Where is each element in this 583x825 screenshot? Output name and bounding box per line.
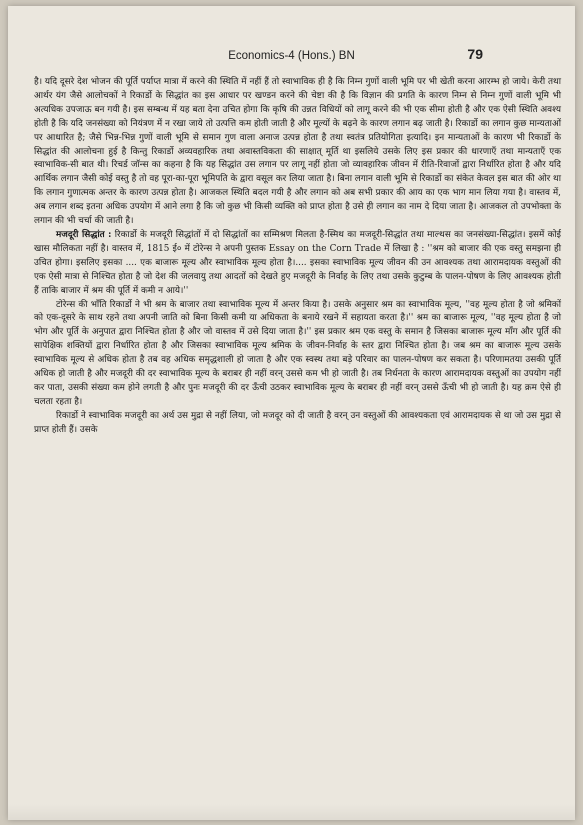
page-shadow [8,804,575,820]
paragraph-natural-wage: रिकार्डो ने स्वाभाविक मजदूरी का अर्थ उस मुद्रा से नहीं लिया, जो मजदूर को दी जाती है वरन् उन वस्तुओं की आवश्यकता एवं आरामदायक से था जो उस मुद्रा से प्राप्त होती हैं। उसके [34,410,561,435]
paragraph-torrens-comparison: टोरेन्स की भाँति रिकार्डो ने भी श्रम के बाजार तथा स्वाभाविक मूल्य में अन्तर किया है। उसके अनुसार श्रम का स्वाभाविक मूल्य, ''वह मूल्य होता है जो श्रमिकों को एक-दूसरे के साथ रहने तथा अपनी जाति को बिना किसी कमी या अधिकता के बनाये रखने में सहायता करता है।'' श्रम का बाजारू मूल्य, ''वह मूल्य होता है जो भोग और पूर्ति के अनुपात द्वारा निश्चित होता है और जो वास्तव में उसे दिया जाता है।'' इस प्रकार श्रम एक वस्तु के समान है जिसका बाजारू मूल्य माँग और पूर्ति की सापेक्षिक शक्तियों द्वारा निर्धारित होता है और जिसका स्वाभाविक मूल्य श्रमिक के जीवन-निर्वाह के स्तर द्वारा निश्चित होता है। जब श्रम का बाजारू मूल्य उसके स्वाभाविक मूल्य से अधिक होता है तब वह अधिक समृद्धशाली हो जाता है और एक स्वस्थ तथा बड़े परिवार का पालन-पोषण कर सकता है। परिणामतया उसकी पूर्ति अधिक हो जाती है और मजदूरी की दर स्वाभाविक मूल्य के बराबर ही नहीं वरन् उससे कम भी हो जाती है। तब निर्धनता के कारण आरामदायक वस्तुओं का उपयोग नहीं कर पाता, उसकी संख्या कम होने लगती है और पुनः मजदूरी की दर ऊँची उठकर स्वाभाविक मूल्य के बराबर ही नहीं वरन् उससे ऊँची भी हो जाती है। यह क्रम ऐसे ही चलता रहता है। [34,299,561,407]
book-page [8,6,575,820]
paragraph-wage-theory [34,229,561,299]
paragraph-wage-theory-text: रिकार्डो के मजदूरी सिद्धांतों में दो सिद्धांतों का सम्मिश्रण मिलता है-स्मिथ का मजदूरी-सिद्धांत तथा माल्थस का जनसंख्या-सिद्धांत। इसमें कोई खास मौलिकता नहीं है। वास्तव में, 1815 ई० में टोरेन्स ने अपनी पुस्तक Essay on the Corn Trade में लिखा है : ''श्रम को बाजार की एक वस्तु समझना ही उचित होगा। इसलिए इसका .... एक बाजारू मूल्य और स्वाभाविक मूल्य होता है।.... इसका स्वाभाविक मूल्य जीवन की उन आवश्यक तथा आरामदायक वस्तुओं की एक ऐसी मात्रा से निश्चित होता है जो देश की जलवायु तथा आदतों को देखते हुए मजदूरी के निर्वाह के लिए तथा उसके कुटुम्ब के पालन-पोषण के लिए आवश्यक होती हैं ताकि बाजार में श्रम की पूर्ति में कमी न आये।'' [34,229,562,296]
section-label-wage-theory: मजदूरी सिद्धांत : [56,229,112,240]
page-number: 79 [467,46,483,62]
running-head: Economics-4 (Hons.) BN [228,50,355,62]
paragraph-rent-criticism: है। यदि दूसरे देश भोजन की पूर्ति पर्याप्त मात्रा में करने की स्थिति में नहीं हैं तो स्वाभाविक ही है कि निम्न गुणों वाली भूमि पर भी खेती करना आरम्भ हो जाये। केरी तथा आर्थर यंग जैसे आलोचकों ने रिकार्डो के सिद्धांत का इस आधार पर खण्डन करने की चेष्टा की है कि विज्ञान की प्रगति के कारण निम्न से निम्न गुणों वाली भूमि भी अत्यधिक उपजाऊ बन गयी है। इस सम्बन्ध में यह बता देना उचित होगा कि कृषि की उन्नत विधियों को लागू करने की भी एक सीमा होती है और एक ऐसी स्थिति अवश्य होती है कि यदि जनसंख्या को नियंत्रण में न रखा जाये तो उत्पत्ति कम होती जाती है और मूल्यों के बढ़ने के कारण लगान बढ़ जाती है। रिकार्डो का लगान कुछ मान्यताओं पर आधारित है; जैसे भिन्न-भिन्न गुणों वाली भूमि से समान गुण वाला अनाज उत्पन्न होता है तथा स्वतंत्र प्रतियोगिता इत्यादि। इन मान्यताओं के कारण भी रिकार्डो के सिद्धांत की आलोचना हुई है किन्तु रिकार्डो अव्यवहारिक तथा अवास्तविकता की साक्षात् मूर्ति था इसलिये उसके लिए इस प्रकार की धारणाएँ तथा मान्यताएँ एक स्वाभाविक-सी बात थी। रिचर्ड जॉन्स का कहना है कि यह सिद्धांत उस लगान पर लागू नहीं होता जो व्यावहारिक जीवन में रीति-रिवाजों द्वारा निर्धारित होता है और यदि आर्थिक लगान जैसी कोई वस्तु है तो वह पूरा-का-पूरा भूमिपति के द्वारा वसूल कर लिया जाता है। बिना लगान वाली भूमि से रिकार्डो का संकेत केवल इस बात की ओर था कि लगान गुणात्मक अन्तर के कारण उत्पन्न होता है। आजकल स्थिति बदल गयी है और लगान को अब सभी प्रकार की आय का एक भाग मान लिया गया है। वास्तव में, अब लगान शब्द इतना अधिक उपयोग में आने लगा है कि जो कुछ भी किसी व्यक्ति को प्राप्त होता है उसे ही लगान का नाम दे दिया जाता है। आजकल तो उपभोक्ता के लगान की भी चर्चा की जाती है। [34,77,561,227]
page-body [34,76,561,438]
